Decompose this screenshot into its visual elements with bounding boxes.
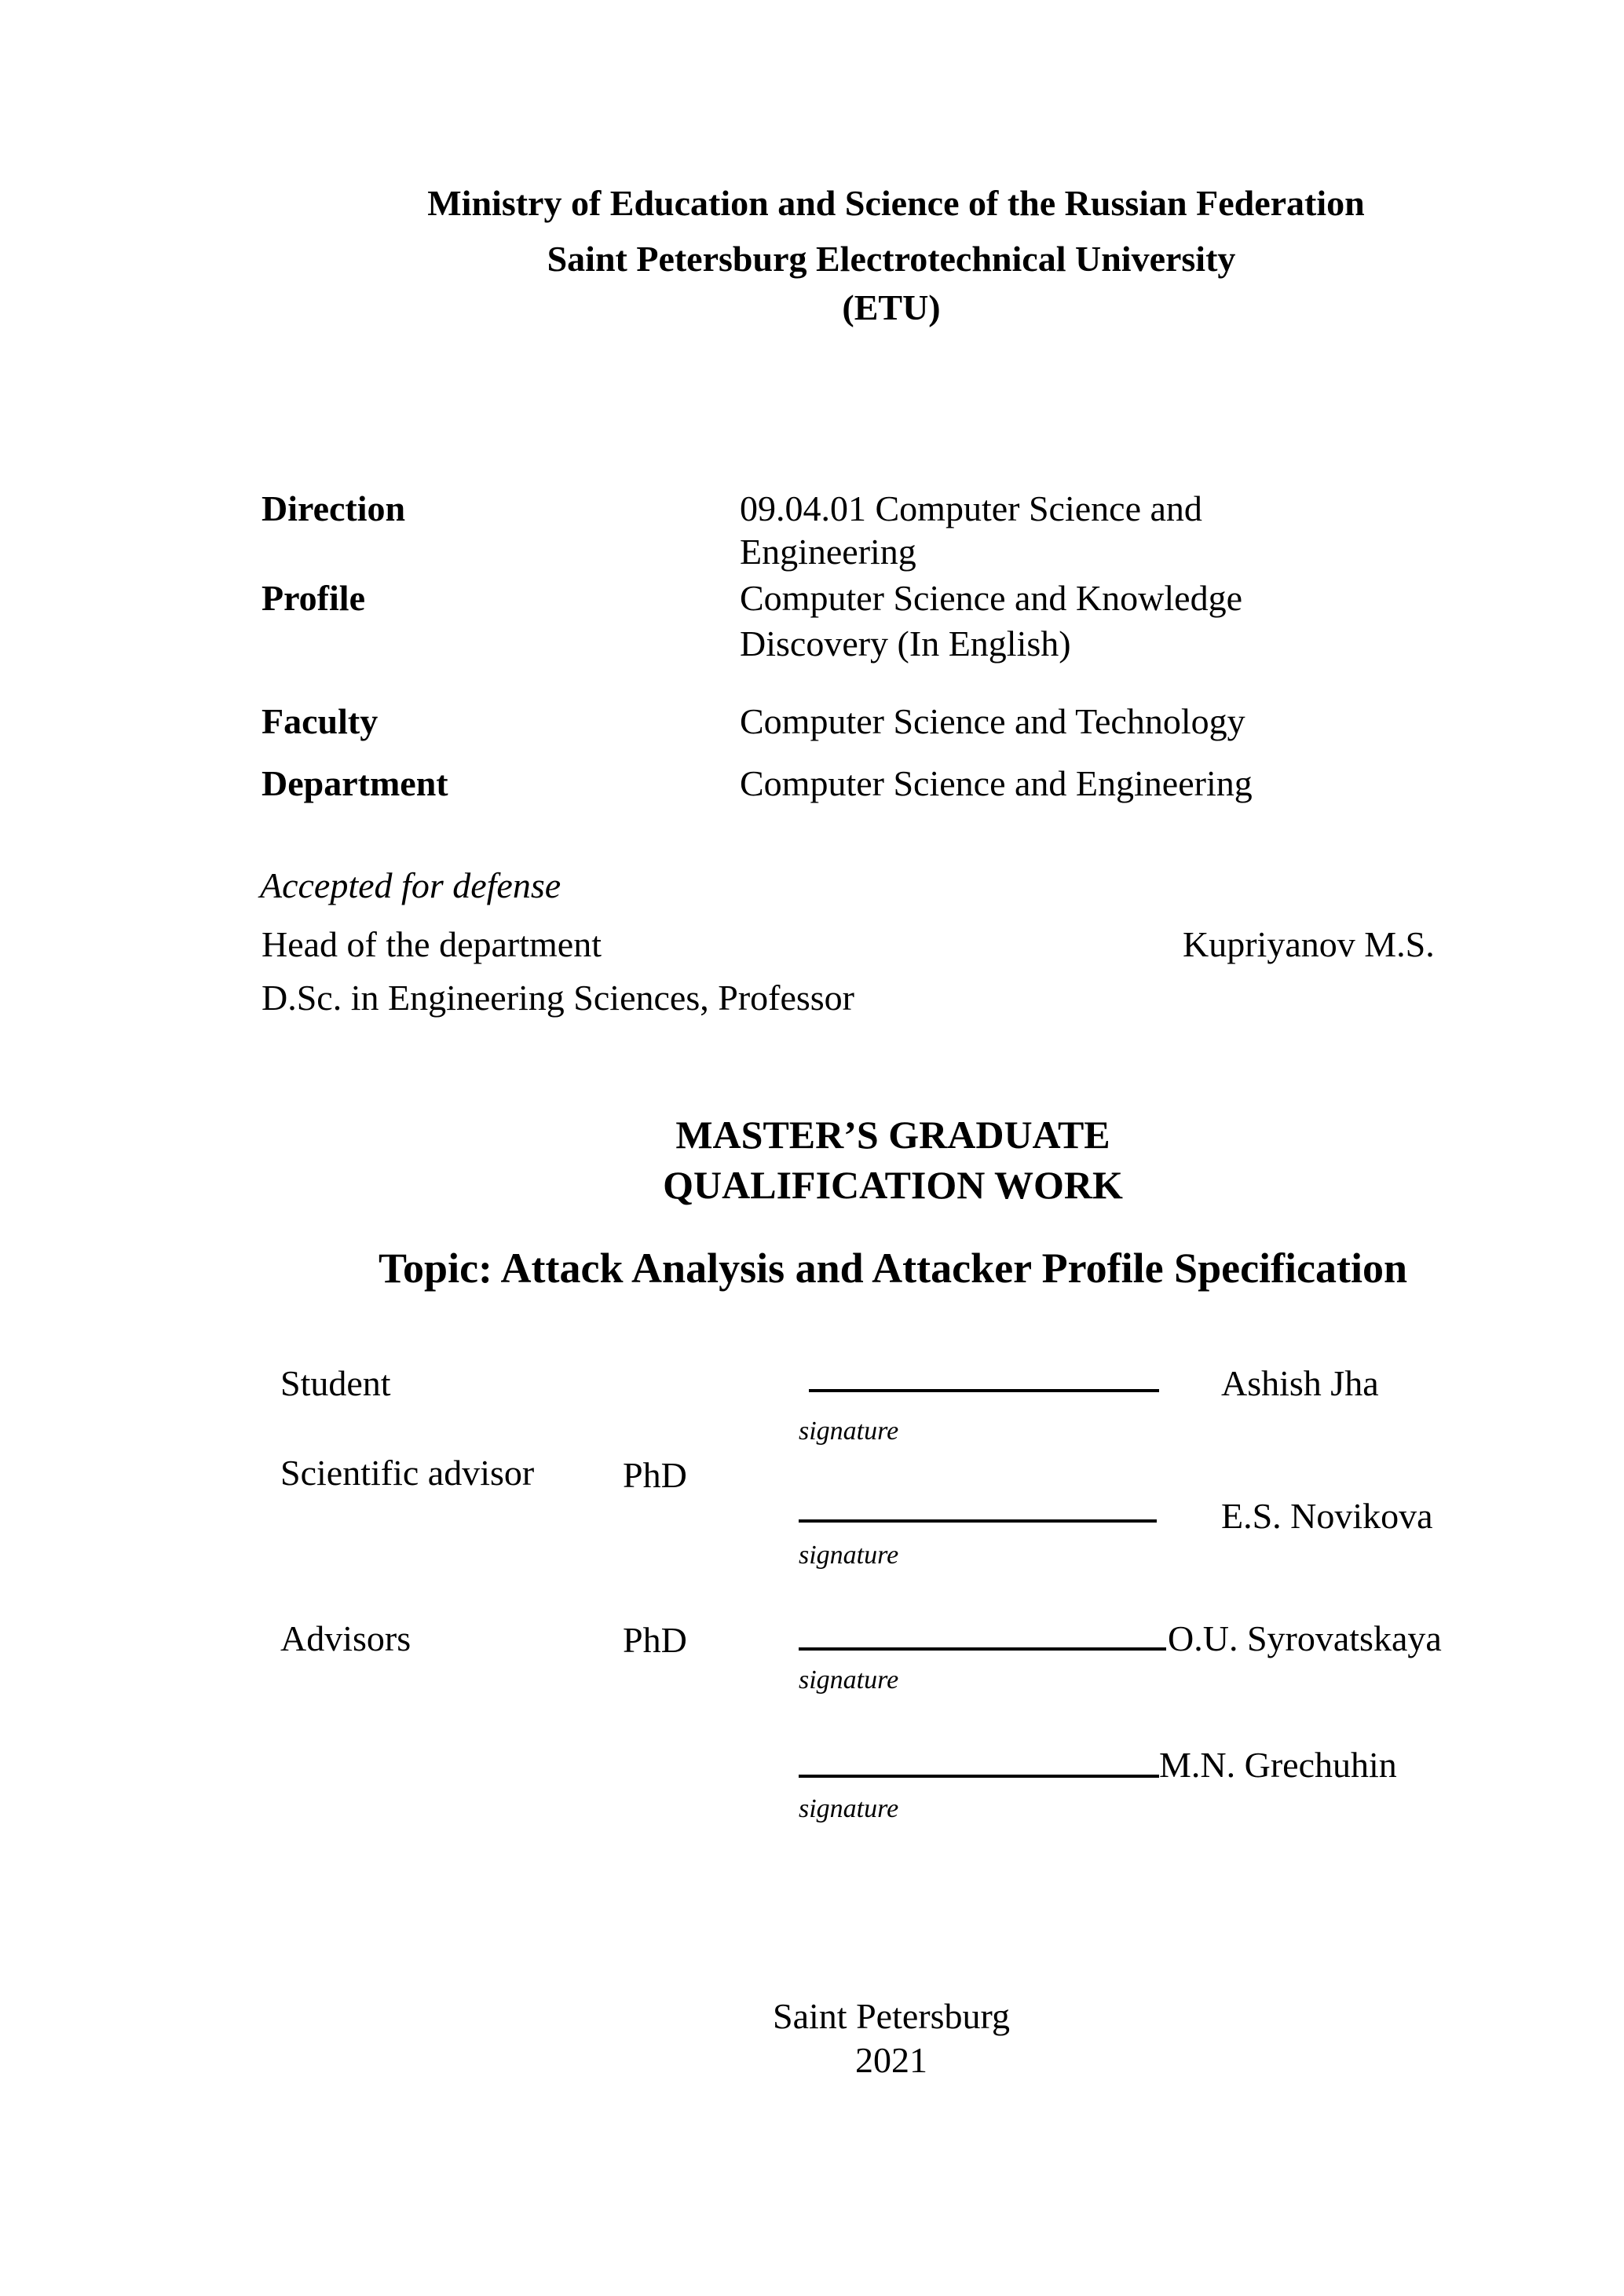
ministry-heading: Ministry of Education and Science of the Russian Federation	[427, 183, 1365, 223]
university-abbr: (ETU)	[842, 287, 941, 327]
scientific-advisor-degree: PhD	[623, 1455, 687, 1495]
advisor3-signature-line	[799, 1775, 1159, 1778]
year: 2021	[855, 2040, 927, 2080]
advisor-signature-line	[799, 1519, 1157, 1523]
head-of-department: Head of the department	[262, 924, 602, 964]
advisor3-name: M.N. Grechuhin	[1159, 1745, 1397, 1785]
advisor2-signature-line	[799, 1647, 1166, 1651]
direction-value-cont: Engineering	[740, 532, 916, 572]
signature-caption: signature	[799, 1541, 899, 1570]
accepted-for-defense: Accepted for defense	[260, 865, 561, 905]
direction-label: Direction	[262, 488, 406, 528]
head-name: Kupriyanov M.S.	[1183, 924, 1435, 964]
student-label: Student	[280, 1363, 391, 1403]
department-label: Department	[262, 763, 448, 803]
signature-caption: signature	[799, 1665, 899, 1695]
signature-caption: signature	[799, 1417, 899, 1446]
department-value: Computer Science and Engineering	[740, 763, 1253, 803]
signature-caption: signature	[799, 1794, 899, 1823]
work-title-line1: MASTER’S GRADUATE	[675, 1113, 1110, 1157]
profile-value-cont: Discovery (In English)	[740, 623, 1071, 664]
faculty-value: Computer Science and Technology	[740, 701, 1245, 741]
scientific-advisor-name: E.S. Novikova	[1221, 1496, 1433, 1536]
city: Saint Petersburg	[773, 1996, 1010, 2036]
profile-value: Computer Science and Knowledge	[740, 578, 1242, 618]
advisor2-name: O.U. Syrovatskaya	[1168, 1618, 1442, 1658]
advisors-degree: PhD	[623, 1620, 687, 1660]
topic-title: Topic: Attack Analysis and Attacker Profile Specification	[378, 1245, 1408, 1292]
advisors-label: Advisors	[280, 1618, 411, 1658]
university-heading: Saint Petersburg Electrotechnical University	[547, 239, 1236, 279]
student-name: Ashish Jha	[1221, 1363, 1379, 1403]
head-degree: D.Sc. in Engineering Sciences, Professor	[262, 978, 855, 1018]
profile-label: Profile	[262, 578, 365, 618]
work-title-line2: QUALIFICATION WORK	[663, 1163, 1123, 1207]
faculty-label: Faculty	[262, 701, 379, 741]
scientific-advisor-label: Scientific advisor	[280, 1453, 535, 1493]
direction-value: 09.04.01 Computer Science and	[740, 488, 1202, 528]
student-signature-line	[809, 1389, 1159, 1392]
